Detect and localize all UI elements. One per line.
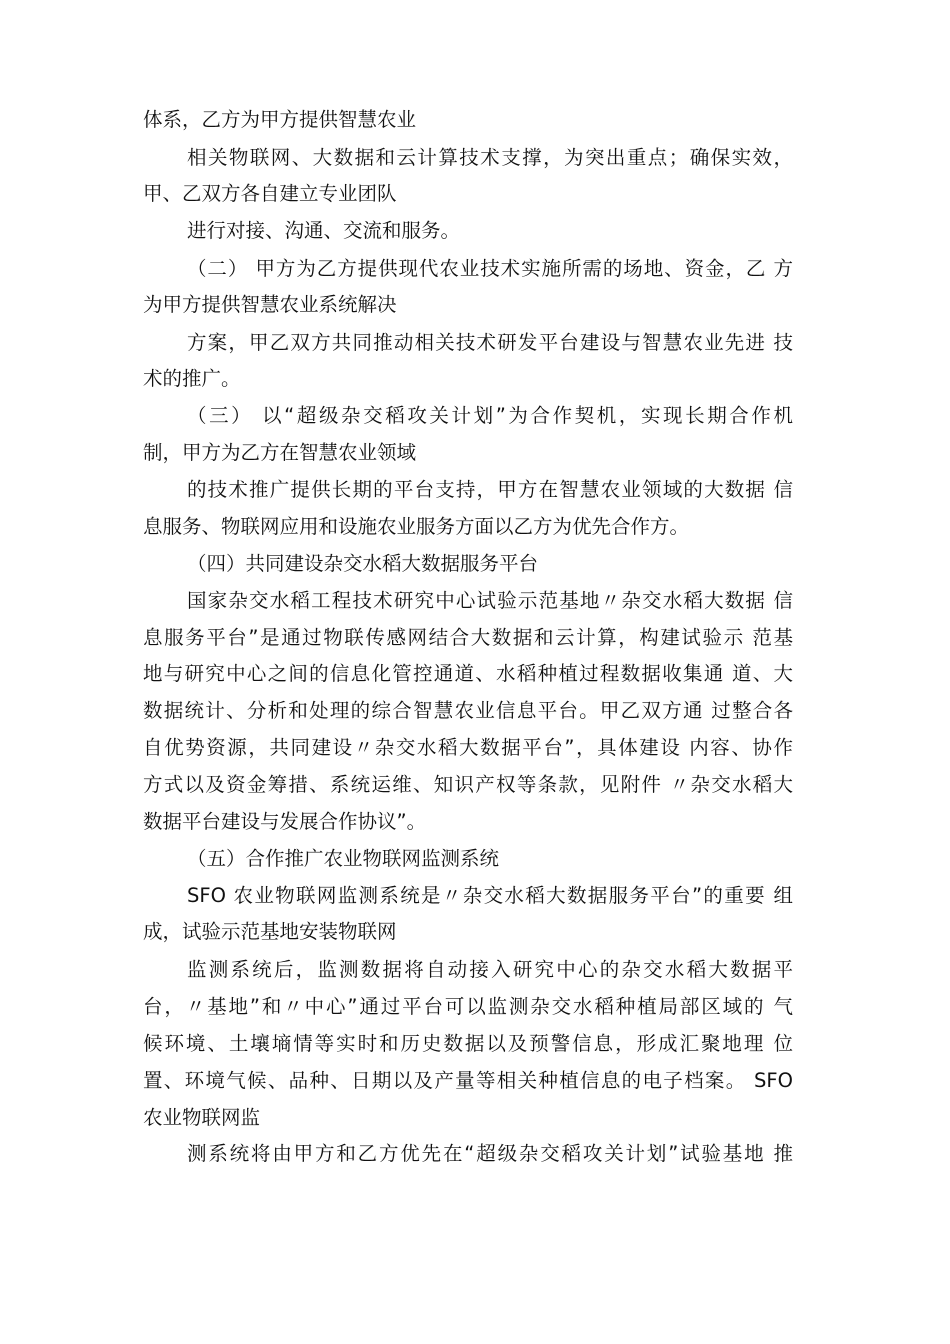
text-line-24: 监测系统后，监测数据将自动接入研究中心的杂交水稻大数据平 (187, 958, 793, 981)
text-line-16: 地与研究中心之间的信息化管控通道、水稻种植过程数据收集通 道、大 (143, 662, 793, 685)
text-line-15: 息服务平台”是通过物联传感网结合大数据和云计算，构建试验示 范基 (143, 626, 793, 649)
text-line-17: 数据统计、分析和处理的综合智慧农业信息平台。甲乙双方通 过整合各 (143, 699, 793, 722)
text-line-26: 候环境、土壤墒情等实时和历史数据以及预警信息，形成汇聚地理 位 (143, 1032, 793, 1055)
text-line-27: 置、环境气候、品种、日期以及产量等相关种植信息的电子档案。 SFO (143, 1069, 793, 1092)
text-line-12: 息服务、物联网应用和设施农业服务方面以乙方为优先合作方。 (143, 515, 690, 538)
text-line-13: （四）共同建设杂交水稻大数据服务平台 (187, 552, 539, 575)
text-line-10: 制，甲方为乙方在智慧农业领域 (143, 441, 417, 464)
text-line-5: （二） 甲方为乙方提供现代农业技术实施所需的场地、资金，乙 方 (187, 257, 793, 280)
text-line-4: 进行对接、沟通、交流和服务。 (187, 219, 461, 242)
text-line-22: SFO 农业物联网监测系统是〃杂交水稻大数据服务平台”的重要 组 (187, 884, 793, 907)
text-line-28: 农业物联网监 (143, 1106, 261, 1129)
text-line-11: 的技术推广提供长期的平台支持，甲方在智慧农业领域的大数据 信 (187, 478, 793, 501)
text-line-20: 数据平台建设与发展合作协议”。 (143, 810, 427, 833)
text-line-14: 国家杂交水稻工程技术研究中心试验示范基地〃杂交水稻大数据 信 (187, 589, 793, 612)
text-line-23: 成，试验示范基地安装物联网 (143, 920, 397, 943)
text-line-2: 相关物联网、大数据和云计算技术支撑，为突出重点；确保实效， (187, 146, 793, 169)
text-line-7: 方案，甲乙双方共同推动相关技术研发平台建设与智慧农业先进 技 (187, 331, 793, 354)
text-line-3: 甲、乙双方各自建立专业团队 (143, 182, 397, 205)
text-line-19: 方式以及资金筹措、系统运维、知识产权等条款，见附件 〃杂交水稻大 (143, 773, 793, 796)
text-line-18: 自优势资源，共同建设〃杂交水稻大数据平台”，具体建设 内容、协作 (143, 736, 793, 759)
text-line-9: （三） 以“超级杂交稻攻关计划”为合作契机，实现长期合作机 (187, 404, 793, 427)
text-line-1: 体系，乙方为甲方提供智慧农业 (143, 108, 417, 131)
text-line-29: 测系统将由甲方和乙方优先在“超级杂交稻攻关计划”试验基地 推 (187, 1142, 793, 1165)
text-line-25: 台，〃基地”和〃中心”通过平台可以监测杂交水稻种植局部区域的 气 (143, 995, 793, 1018)
text-line-8: 术的推广。 (143, 367, 241, 390)
text-line-6: 为甲方提供智慧农业系统解决 (143, 293, 397, 316)
text-line-21: （五）合作推广农业物联网监测系统 (187, 847, 500, 870)
